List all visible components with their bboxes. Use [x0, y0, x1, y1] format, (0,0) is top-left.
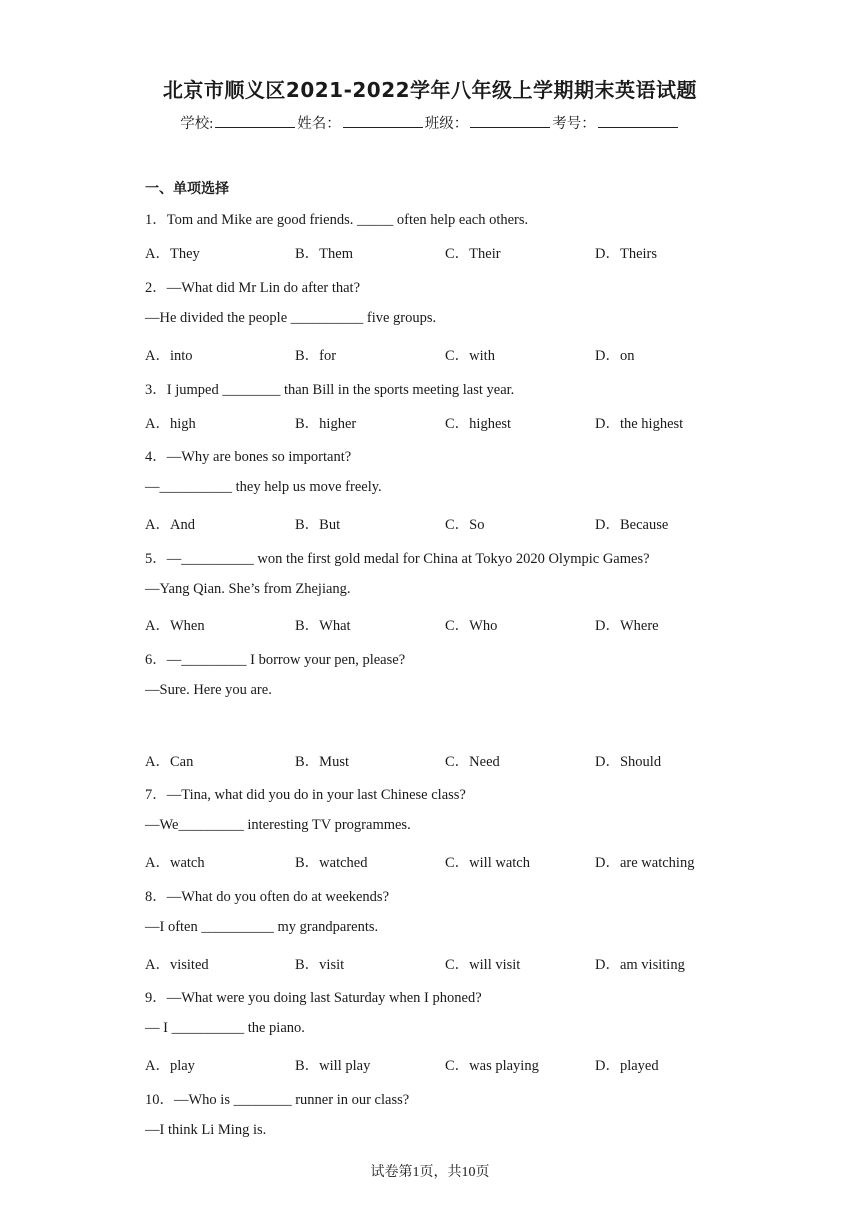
class-label: 班级： — [424, 116, 469, 132]
question-5-option-a: A．When — [145, 618, 205, 634]
question-8-option-b: B．visit — [295, 957, 345, 973]
question-4-option-c: C．So — [445, 517, 485, 533]
question-1-option-c: C．Their — [445, 246, 501, 262]
page-footer: 试卷第1页，共10页 — [370, 1165, 490, 1180]
question-3-stem: 3．I jumped ________ than Bill in the sports meeting last year. — [145, 382, 515, 398]
question-7-option-b: B．watched — [295, 855, 368, 871]
question-5-stem: 5．—__________ won the first gold medal for China at Tokyo 2020 Olympic Games? — [145, 551, 650, 567]
section-title: 一、单项选择 — [145, 181, 229, 197]
question-10-response: —I think Li Ming is. — [145, 1122, 267, 1138]
question-7-response: —We_________ interesting TV programmes. — [145, 817, 411, 833]
exam-number-blank — [598, 113, 678, 128]
question-8-option-d: D．am visiting — [595, 957, 685, 973]
question-7-option-c: C．will watch — [445, 855, 530, 871]
student-info-line — [0, 112, 860, 133]
question-8-option-c: C．will visit — [445, 957, 521, 973]
question-6-stem: 6．—_________ I borrow your pen, please? — [145, 652, 406, 668]
question-8-stem: 8．—What do you often do at weekends? — [145, 889, 390, 905]
question-1-option-d: D．Theirs — [595, 246, 658, 262]
question-5-option-b: B．What — [295, 618, 351, 634]
question-8-option-a: A．visited — [145, 957, 209, 973]
question-10-stem: 10．—Who is ________ runner in our class? — [145, 1092, 410, 1108]
question-9-option-a: A．play — [145, 1058, 195, 1074]
exam-number-label: 考号： — [552, 116, 596, 132]
question-1-option-a: A．They — [145, 246, 200, 262]
question-2-option-b: B．for — [295, 348, 337, 364]
question-7-option-a: A．watch — [145, 855, 205, 871]
question-3-option-b: B．higher — [295, 416, 357, 432]
page-title: 北京市顺义区2021-2022学年八年级上学期期末英语试题 — [162, 78, 698, 102]
question-4-option-b: B．But — [295, 517, 341, 533]
question-7-option-d: D．are watching — [595, 855, 695, 871]
question-2-response: —He divided the people __________ five groups. — [145, 310, 437, 326]
question-3-option-d: D．the highest — [595, 416, 684, 432]
question-5-option-d: D．Where — [595, 618, 659, 634]
question-6-option-a: A．Can — [145, 754, 194, 770]
question-9-option-c: C．was playing — [445, 1058, 539, 1074]
name-label: 姓名： — [297, 116, 341, 132]
question-9-option-b: B．will play — [295, 1058, 371, 1074]
class-blank — [470, 113, 550, 128]
school-blank — [215, 113, 295, 128]
question-9-stem: 9．—What were you doing last Saturday when I phoned? — [145, 990, 482, 1006]
question-6-option-c: C．Need — [445, 754, 500, 770]
question-1-option-b: B．Them — [295, 246, 353, 262]
question-5-option-c: C．Who — [445, 618, 498, 634]
question-4-option-d: D．Because — [595, 517, 669, 533]
question-9-option-d: D．played — [595, 1058, 659, 1074]
question-4-stem: 4．—Why are bones so important? — [145, 449, 352, 465]
question-9-response: — I __________ the piano. — [145, 1020, 305, 1036]
question-7-stem: 7．—Tina, what did you do in your last Chinese class? — [145, 787, 466, 803]
question-2-stem: 2．—What did Mr Lin do after that? — [145, 280, 361, 296]
question-6-option-b: B．Must — [295, 754, 349, 770]
question-4-option-a: A．And — [145, 517, 195, 533]
question-6-option-d: D．Should — [595, 754, 662, 770]
question-3-option-c: C．highest — [445, 416, 512, 432]
question-2-option-a: A．into — [145, 348, 193, 364]
question-2-option-d: D．on — [595, 348, 635, 364]
question-3-option-a: A．high — [145, 416, 196, 432]
school-label: 学校: — [180, 116, 214, 132]
question-4-response: —__________ they help us move freely. — [145, 479, 382, 495]
name-blank — [343, 113, 423, 128]
question-8-response: —I often __________ my grandparents. — [145, 919, 379, 935]
question-1-stem: 1．Tom and Mike are good friends. _____ often help each others. — [145, 212, 529, 228]
question-6-response: —Sure. Here you are. — [145, 682, 272, 698]
question-5-response: —Yang Qian. She’s from Zhejiang. — [145, 581, 351, 597]
question-2-option-c: C．with — [445, 348, 495, 364]
